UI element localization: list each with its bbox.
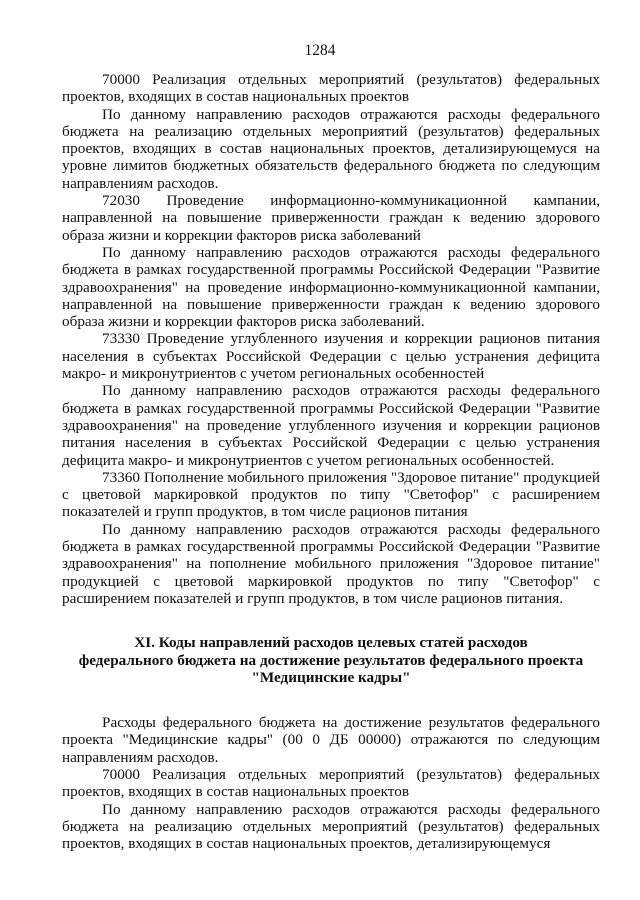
document-body xyxy=(62,71,600,852)
paragraph-72030-title: 72030 Проведение информационно-коммуникационной кампании, направленной на повышение приверженности граждан к ведению здорового образа жизни и коррекции факторов риска заболеваний xyxy=(62,192,600,244)
paragraph-section-intro: Расходы федерального бюджета на достижение результатов федерального проекта "Медицинские кадры" (00 0 ДБ 00000) отражаются по следующим направлениям расходов. xyxy=(62,714,600,766)
paragraph-73360-description: По данному направлению расходов отражаются расходы федерального бюджета в рамках государственной программы Российской Федерации "Развитие здравоохранения" на пополнение мобильного приложения "Здоровое питание" продукцией с цветовой маркировкой продуктов по типу "Светофор" с расширением показателей и групп продуктов, в том числе рационов питания. xyxy=(62,520,600,607)
page-number: 1284 xyxy=(304,42,336,59)
section-heading-line-2: федерального бюджета на достижение результатов федерального проекта xyxy=(78,651,584,669)
paragraph-70000-description: По данному направлению расходов отражаются расходы федерального бюджета на реализацию отдельных мероприятий (результатов) федеральных проектов, входящих в состав национальных проектов, детализирующемуся на уровне лимитов бюджетных обязательств федерального бюджета по следующим направлениям расходов. xyxy=(62,105,600,192)
paragraph-70000-description-partial: По данному направлению расходов отражаются расходы федерального бюджета на реализацию отдельных мероприятий (результатов) федеральных проектов, входящих в состав национальных проектов, детализирующемуся xyxy=(62,800,600,853)
paragraph-73330-title: 73330 Проведение углубленного изучения и коррекции рационов питания населения в субъектах Российской Федерации с целью устранения дефицита макро- и микронутриентов с учетом региональных особенностей xyxy=(62,330,600,383)
paragraph-70000-title: 70000 Реализация отдельных мероприятий (результатов) федеральных проектов, входящих в состав национальных проектов xyxy=(62,71,600,106)
paragraph-70000-title-repeat: 70000 Реализация отдельных мероприятий (результатов) федеральных проектов, входящих в состав национальных проектов xyxy=(62,765,600,801)
paragraph-72030-description: По данному направлению расходов отражаются расходы федерального бюджета в рамках государственной программы Российской Федерации "Развитие здравоохранения" на проведение информационно-коммуникационной кампании, направленной на повышение приверженности граждан к ведению здорового образа жизни и коррекции факторов риска заболеваний. xyxy=(62,243,600,331)
paragraph-73330-description: По данному направлению расходов отражаются расходы федерального бюджета в рамках государственной программы Российской Федерации "Развитие здравоохранения" на проведение углубленного изучения и коррекции рационов питания населения в субъектах Российской Федерации с целью устранения дефицита макро- и микронутриентов с учетом региональных особенностей. xyxy=(62,382,600,469)
paragraph-73360-title: 73360 Пополнение мобильного приложения "Здоровое питание" продукцией с цветовой маркировкой продуктов по типу "Светофор" с расширением показателей и групп продуктов, в том числе рационов питания xyxy=(62,468,600,521)
section-heading xyxy=(62,634,600,686)
section-heading-line-1: XI. Коды направлений расходов целевых статей расходов xyxy=(134,634,528,652)
section-heading-line-3: "Медицинские кадры" xyxy=(251,668,411,686)
